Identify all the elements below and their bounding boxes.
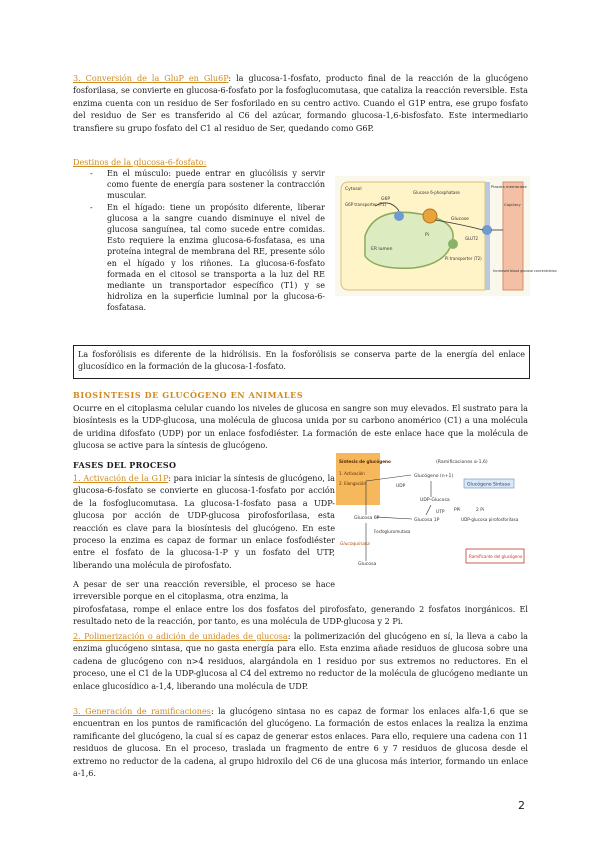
label-pi-transporter: Pi transporter (T2)	[445, 256, 482, 261]
label-2pi: 2 Pi	[476, 508, 484, 513]
label-utp: UTP	[436, 510, 445, 515]
label-udp-glucosa-pirofosforilasa: UDP-glucosa pirofosforilasa	[461, 517, 519, 522]
page-number: 2	[518, 799, 525, 812]
label-ramificaciones: (Ramificaciones α-1,6)	[436, 460, 488, 465]
label-cytosol: Cytosol	[345, 187, 362, 192]
label-glut2: GLUT2	[465, 236, 479, 241]
step1-paragraph	[73, 472, 335, 571]
step1-title: 1. Activación de la G1P	[73, 473, 169, 483]
section3-text: : la glucosa-1-fosfato, producto final de la reacción de la glucógeno fosforilasa, se convierte en glucosa-6-fosfato por la fosfoglucomutasa, que cataliza la reacción reversible. Esta enzima cuenta con un residuo de Ser fosforilado en su centro activo. Cuando el G1P entra, ese grupo fosfato del residuo de Ser es transferido al C6 del azúcar, formando glucosa-1,6-bisfosfato. Este intermediario transfiere su grupo fosfato del C1 al residuo de Ser, quedando como G6P.	[73, 73, 528, 133]
biosintesis-paragraph: Ocurre en el citoplasma celular cuando los niveles de glucosa en sangre son muy elevados. El sustrato para la biosíntesis es la UDP-glucosa, una molécula de glucosa unida por su carbono anomérico (C1) a una molécula de uridina difosfato (UDP) por un enlace fosfodiéster. La formación de este enlace hace que la molécula de glucosa se active para la síntesis de glucógeno.	[73, 403, 528, 451]
label-udp-glucosa: UDP-Glucosa	[420, 498, 450, 503]
phosphatase-icon	[423, 209, 437, 223]
legend-item-1: 1. Activación	[339, 471, 365, 476]
label-glucogeno-sintasa: Glucógeno Sintasa	[467, 482, 510, 488]
label-glucosa1p: Glucosa 1P	[414, 518, 440, 523]
biosintesis-heading: BIOSÍNTESIS DE GLUCÓGENO EN ANIMALES	[73, 390, 304, 400]
capillary-shape	[503, 182, 523, 290]
glycogen-synthesis-figure	[336, 453, 528, 581]
label-plasma-membrane: Plasma membrane	[491, 184, 527, 189]
phosphorolysis-note-box	[73, 345, 530, 379]
destinos-title-line	[73, 156, 528, 168]
destinos-list	[90, 168, 325, 314]
step2-paragraph	[73, 630, 528, 692]
list-item: - En el músculo: puede entrar en glucólisis y servir como fuente de energía para sostener la contracción muscular.	[90, 169, 325, 201]
legend-title: Síntesis de glucógeno	[339, 459, 391, 464]
label-glucoquinasa: Glucoquinasa	[340, 542, 370, 547]
label-pi: Pi	[425, 233, 429, 238]
list-item: - En el hígado: tiene un propósito diferente, liberar glucosa a la sangre cuando disminuye el nivel de glucosa sanguínea, tal como sucede entre comidas. Esto requiere la enzima glucosa-6-fosfatasa, es una proteína integral de membrana del RE, presente sólo en el hígado y los riñones. La glucosa-6-fosfato formada en el citosol se transporta a la luz del RE mediante un transportador específico (T1) y se hidroliza en la superficie luminal por la glucosa-6-fosfatasa.	[90, 202, 325, 313]
step1-continued-b: pirofosfatasa, rompe el enlace entre los dos fosfatos del pirofosfato, generando 2 fosfatos inorgánicos. El resultado neto de la reacción, por tanto, es una molécula de UDP-glucosa y 2 Pi.	[73, 604, 528, 627]
pi-transporter-icon	[448, 239, 458, 249]
step2-title: 2. Polimerización o adición de unidades de glucosa	[73, 631, 288, 641]
step2-text: : la polimerización del glucógeno en sí, la lleva a cabo la enzima glucógeno sintasa, que no gasta energía para ello. Esta enzima añade residuos de glucosa sobre una cadena de glucógeno con n>4 residuos, alargándola en 1 residuo por sus extremos no reductores. En el proceso, une el C1 de la UDP-glucosa al C4 del extremo no reductor de la molécula de glucógeno mediante un enlace glucosídico a-1,4, liberando una molécula de UDP.	[73, 631, 528, 691]
label-glucosa: Glucosa	[358, 562, 377, 567]
label-capillary: Capillary	[504, 202, 521, 207]
legend-item-2: 2. Elongación	[339, 481, 366, 486]
section3-paragraph	[73, 72, 528, 134]
label-glucosa6p: Glucosa 6P	[354, 516, 380, 521]
fases-heading: FASES DEL PROCESO	[73, 460, 177, 470]
phosphorolysis-note: La fosforólisis es diferente de la hidrólisis. En la fosforólisis se conserva parte de la energía del enlace glucosídico en la formación de la glucosa-1-fosfato.	[78, 350, 525, 371]
label-udp: UDP	[396, 484, 406, 489]
label-increased-glucose: Increased blood glucose concentration	[493, 269, 557, 273]
label-ppi: PPi	[454, 508, 461, 513]
g6p-transporter-icon	[394, 211, 404, 221]
plasma-membrane-shape	[485, 182, 490, 290]
step1-text: : para iniciar la síntesis de glucógeno, la glucosa-6-fosfato se convierte en glucosa-1-fosfato por acción de la fosfoglucomutasa. La glucosa-1-fosfato pasa a UDP-glucosa por acción de UDP-glucosa pirofosforilasa, esta reacción es clave para la biosíntesis del glucógeno. En este proceso la enzima es capaz de formar un enlace fosfodiéster entre el fosfato de la glucosa-1-P y un fosfato del UTP, liberando una molécula de pirofosfato.	[73, 473, 335, 570]
glut2-icon	[482, 225, 492, 235]
label-fosfoglucomutasa: Fosfoglucomutasa	[374, 529, 411, 534]
label-g6p: G6P	[381, 197, 391, 202]
section3-title: 3. Conversión de la GluP en Glu6P	[73, 73, 229, 83]
liver-cell-figure	[335, 176, 557, 296]
label-g6p-transporter: G6P transporter (T1)	[345, 202, 387, 207]
destinos-title: Destinos de la glucosa-6-fosfato:	[73, 157, 207, 167]
label-er-lumen: ER lumen	[371, 247, 393, 252]
step1-continued-a: A pesar de ser una reacción reversible, el proceso se hace irreversible porque en el citoplasma, otra enzima, la	[73, 579, 335, 602]
label-glucose-6-phosphatase: Glucose 6-phosphatase	[413, 190, 460, 195]
step3-paragraph	[73, 705, 528, 779]
label-glucogeno-n1: Glucógeno (n+1)	[414, 474, 454, 479]
step3-title: 3. Generación de ramificaciones	[73, 706, 211, 716]
label-ramificante: Ramificante del glucógeno	[469, 554, 523, 559]
label-glucose: Glucose	[451, 217, 469, 222]
step3-text: : la glucógeno sintasa no es capaz de formar los enlaces alfa-1,6 que se encuentran en los puntos de ramificación del glucógeno. La formación de estos enlaces la realiza la enzima ramificante del glucógeno, la cual sí es capaz de generar estos enlaces. Para ello, requiere una cadena con 11 residuos de glucosa. En el proceso, traslada un fragmento de entre 6 y 7 residuos de glucosa desde el extremo no reductor de la cadena, al grupo hidroxilo del C6 de una glucosa más interior, formando un enlace a-1,6.	[73, 706, 528, 779]
